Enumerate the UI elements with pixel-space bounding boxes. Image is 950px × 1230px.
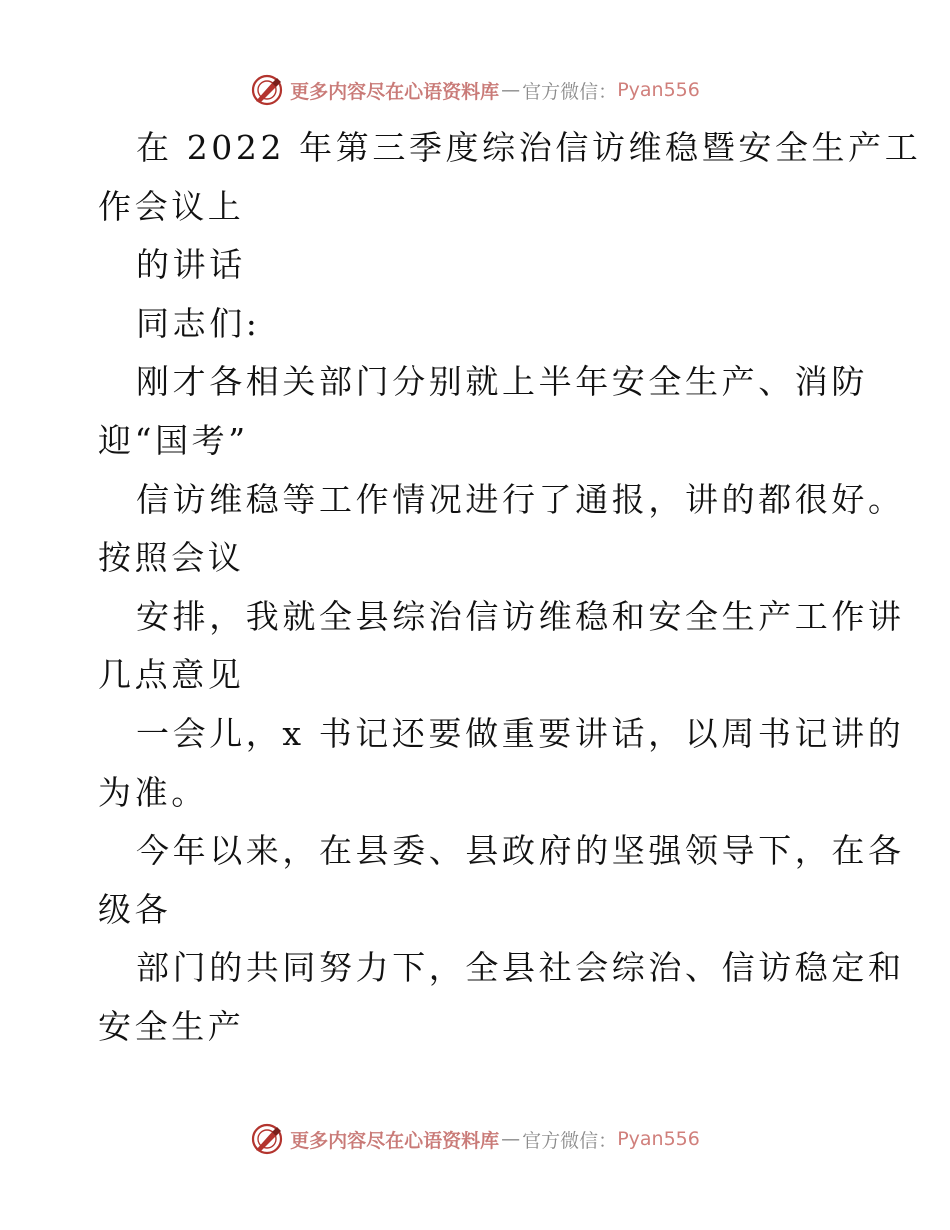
text-line: 一会儿，x 书记还要做重要讲话，以周书记讲的 <box>136 713 905 753</box>
watermark-text <box>290 1126 700 1153</box>
watermark-dash: — <box>501 1128 521 1150</box>
text-line: 几点意见 <box>98 655 245 695</box>
watermark-dash: — <box>501 79 521 101</box>
watermark-header <box>0 70 950 110</box>
text-line: 部门的共同努力下，全县社会综治、信访稳定和 <box>136 948 905 988</box>
watermark-wechat-id: Pyan556 <box>617 1128 700 1150</box>
watermark-label: 官方微信： <box>522 1129 618 1152</box>
text-line: 安全生产 <box>98 1006 245 1046</box>
text-line: 级各 <box>98 889 172 929</box>
text-line: 今年以来，在县委、县政府的坚强领导下，在各 <box>136 831 905 871</box>
watermark-footer <box>0 1119 950 1159</box>
watermark-label: 官方微信： <box>522 80 618 103</box>
text-line: 迎“国考” <box>98 420 249 460</box>
text-line: 在 2022 年第三季度综治信访维稳暨安全生产工 <box>136 128 922 167</box>
text-line: 的讲话 <box>136 245 246 285</box>
watermark-brand: 更多内容尽在心语资料库 <box>290 80 500 103</box>
text-line: 按照会议 <box>98 538 245 578</box>
text-line: 为准。 <box>98 772 208 812</box>
text-line: 安排，我就全县综治信访维稳和安全生产工作讲 <box>136 596 905 636</box>
text-line: 信访维稳等工作情况进行了通报，讲的都很好。 <box>136 479 905 519</box>
watermark-brand: 更多内容尽在心语资料库 <box>290 1129 500 1152</box>
pen-logo-icon <box>250 73 284 107</box>
text-line: 作会议上 <box>98 186 245 226</box>
watermark-text <box>290 77 700 104</box>
watermark-wechat-id: Pyan556 <box>617 79 700 101</box>
document-body <box>98 119 922 1057</box>
text-line: 同志们: <box>136 303 261 343</box>
text-line: 刚才各相关部门分别就上半年安全生产、消防 <box>136 362 868 402</box>
pen-logo-icon <box>250 1122 284 1156</box>
